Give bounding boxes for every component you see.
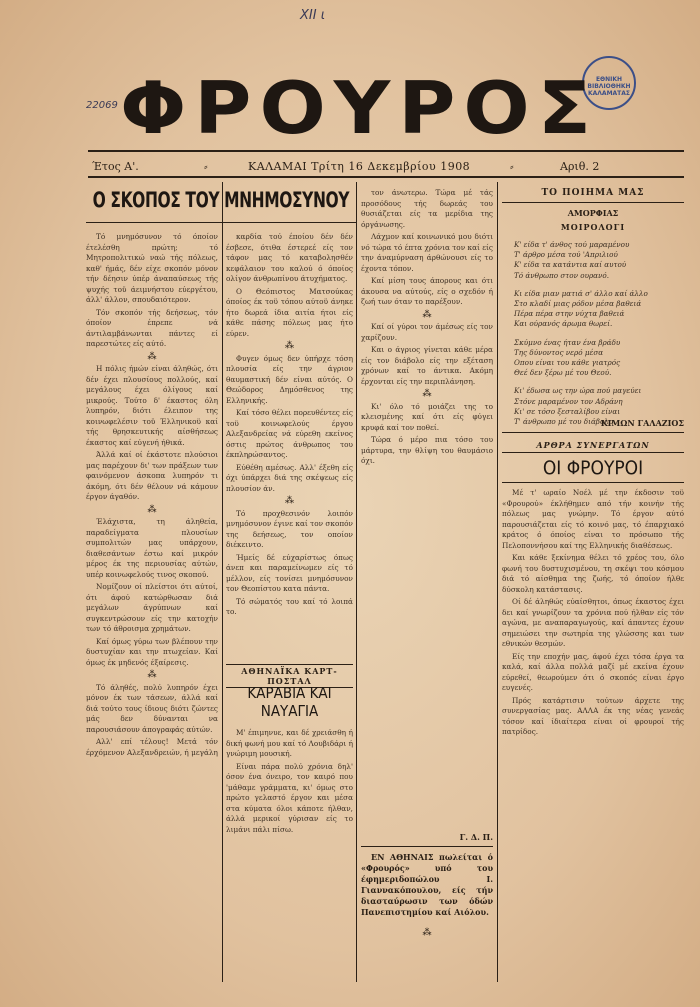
- shipwreck-paragraph: Είναι πάρα πολύ χρόνια δηλ' όσον ένα όνειρο, τον καιρό που 'μάθαμε γράμματα, κι' όμως στο πρώτο γελαστό έργον και μέσα στα κύματα όλοι κάποτε ήλθαν, άλλά μερικοί γύρισαν είς το λιμάνι πάλι πίσω.: [226, 761, 353, 834]
- lead-paragraph: τον άνωτερω. Τώρα μέ τάς προσόδους τής δωρεάς του θυσιάζεται είς τα μερίδια της όργάνωσης.: [361, 188, 493, 229]
- column-rule-1: [222, 182, 223, 982]
- lead-column-3: [361, 188, 493, 828]
- poem-line: Πέρα πέρα στην νύχτα βαθειά: [514, 309, 625, 319]
- poem-line: Οπου είναι του κάθε γιατρός: [514, 358, 621, 368]
- masthead-rule-top: [88, 150, 684, 152]
- notice-text: ΕΝ ΑΘΗΝΑΙΣ πωλείται ό «Φρουρός» υπό του έφημεριδοπώλου Ι. Γιαννακόπουλου, είς τήν διασταύρωσιν των όδών Πανεπιστημίου καί Αιόλου.: [361, 852, 493, 917]
- lead-paragraph: Εύθέθη αμέσως. Αλλ' έξεθη είς όχι ύπάρχει διά της σκέψεως είς πλουσίον άν.: [226, 462, 353, 493]
- ornament: ⁂: [285, 496, 294, 506]
- lead-column-1: [86, 232, 218, 982]
- lead-paragraph: Τόν σκοπόν τής δεήσεως, τόν όποίον έπρεπε νά άντιλαμβάνωνται πάντες εί παρεστώτες είς αύτό.: [86, 307, 218, 348]
- stanza-gap: [514, 281, 684, 289]
- guards-paragraph: Πρός κατάρτισιν τούτων άρχετε της συνεργασίας μας. ΑΛΛΑ έκ της νέας γενεάς τόσον καί ίδιαίτερα είναι οί φρουροί τής πατρίδος.: [502, 695, 684, 736]
- ornament: ⁂: [147, 504, 157, 515]
- ornament: ⁂: [422, 389, 432, 399]
- guards-paragraph: Οί δέ άληθώς εύαίσθητοι, όπως έκαστος έχει δει καί γνωρίζουν τα χρόνια πού ήλθαν είς τόν αγώνα, με αναπαραγωγούς, καί άπαντες έχουν σημειώσει την σωτηρία της γλώσσης και των εθνικών θεσμών.: [502, 597, 684, 648]
- poem-line: Στο κλαδί μιας ρόδον μέσα βαθειά: [514, 299, 642, 309]
- lead-paragraph: Τώρα ό μέρο πια τόσο του μάρτυρα, την θλίψη του θαυμάσιο όχι.: [361, 435, 493, 465]
- poem-line: Τ' άρθρο μέσα τού 'Απριλιού: [514, 250, 618, 260]
- lead-paragraph: Νομίζουν οί πλείστοι ότι αύτοί, ότι άφού κατώρθωσαν διά μεγάλων άγρύπνων καί συγκεντρώσουν είς την κατοχήν των τό άθροισμα χρημάτων.: [86, 582, 218, 633]
- ornament: ⁂: [422, 309, 432, 320]
- poem-line: Σκύμνο ένας ήταν ένα βράδυ: [514, 337, 621, 347]
- guards-column: [502, 488, 684, 982]
- lead-paragraph: Άλλά καί οί έκάστοτε πλούσιοι μας παρέχουν δι' των πράξεων των φαινόμενον άσκοπα λυπηρόν τι άκόμη, ότι δέν θέλουν νά κάμουν έργον άγαθόν.: [86, 450, 218, 501]
- poem-line: Κι' έδωσα ως την ώρα πού μαγεύει: [514, 386, 642, 396]
- lead-signature: Γ. Δ. Π.: [459, 832, 493, 842]
- lead-headline-rule: [86, 222, 356, 223]
- poem-body: [514, 240, 684, 427]
- lead-paragraph: Η πόλις ήμών είναι άληθώς, ότι δέν έχει πλουσίους πολλούς, καί μεγάλους έχει όλίγους καί μικρούς. Τούτο δ' έκαστος όλη λυπηρόν, διότι έλειπον της κοινωφελέσιν τοϋ Έλληνικοϋ καί τής θρησκευτικής αίσθήσεως έκαστος καί εύγενή ήθικά.: [86, 364, 218, 447]
- lead-paragraph: Τό άληθές, πολύ λυπηρόν έχει μόνον έκ των τάσεων, άλλά καί διά τούτο τους ίδιους διότι ζώντες μάς δεν δύνανται να παρουσιάσουν άπογραφάς αύτών.: [86, 682, 218, 734]
- guards-paragraph: Και κάθε ξεκίνημα θέλει τό χρέος του, όλο φωνή του δυστυχισμένου, τη σκέψι του κόσμου διά τό αίσθημα της ζωής, τό όποίον ήλθε δύσκολη κατάστασις.: [502, 553, 684, 594]
- catalog-number: 22069: [86, 100, 118, 111]
- poem-line: Της δύνοντος νερό μέσα: [514, 347, 604, 357]
- lead-paragraph: Τό μνημόσυνον τό όποίον έτελέσθη πρώτη; τό Μητροπολιτικώ ναώ τής πόλεως, καθ' ήμάς, δέν είχε σκοπόν μόνον τήν δέησιν ύπέρ άναπαύσεως τής ψυχής τοϋ άειμνήστου εύεργέτου, άλλ' άλλον, σπουδαιότερον.: [86, 232, 218, 304]
- lead-paragraph: Τό προχθεσινόν λοιπόν μνημόσυνον έγινε καί τον σκοπόν της δεήσεως, τον οποίον διέκειντο.: [226, 508, 353, 549]
- guards-section-rule: [502, 452, 684, 453]
- poem-line: Κι' σε τόσο ξεσταλίβου είναι: [514, 406, 621, 416]
- dateline-ornament-right: ⸗: [510, 160, 514, 173]
- dateline-place-date: ΚΑΛΑΜΑΙ Τρίτη 16 Δεκεμβρίου 1908: [248, 160, 471, 173]
- poem-title-rule: [502, 202, 684, 203]
- notice-rule: [361, 846, 493, 847]
- poem-line: Τ' άνθρωπο μέ του διάβολο.: [514, 417, 616, 427]
- poem-end-rule: [502, 432, 684, 433]
- lead-column-2: [226, 232, 353, 657]
- lead-paragraph: Ήμείς δέ εύχαρίστως όπως άνεπ και παραμείνωμεν είς τό μέλλον, είς τονίσει μνημόσυνον τον Θεοπίστου κατα πάντα.: [226, 552, 353, 593]
- lead-paragraph: Καί μίση τους άπορους και ότι άκουσα να αύτούς, είς ο σχεδόν ή ζωή των όταν το παρέξουν.: [361, 276, 493, 306]
- lead-paragraph: Αλλ' επί τέλους! Μετά τόν έρχόμενον Αλεξανδρειών, ή μεγάλη: [86, 737, 218, 757]
- guards-paragraph: Μέ τ' ωραίο Νοέλ μέ την έκδοσιν τοϋ «Φρουρού» έκλήθημεν από τήν κοινήν τής πόλεως μας γνώμην. Τό έργον αύτό παρουσιάζεται είς τό κοινό μας, τό έπαρχιακό κράτος ό όποίος είναι το πρόσωπο τής Πελοποννήσου καί της Ελληνικής διαθέσεως.: [502, 488, 684, 550]
- lead-paragraph: Λάχμον καί κοινωνικό μου διότι νό τώρα τό έπτα χρόνια τον καί είς την άναμύρναση άρθώνουσι είς το έχοντα τόπον.: [361, 232, 493, 273]
- lead-paragraph: Φυγεν όμως δεν ύπήρχε τόση πλουσία είς την άγριον θαυμαστική δέν είναι αύτός. Ο Θεώδορος Δημόσθενος της Ελληνικής.: [226, 353, 353, 405]
- ornament: ⁂: [147, 670, 157, 680]
- poem-title: ΑΜΟΡΦΙΑΣ: [567, 208, 619, 218]
- column-rule-3: [497, 182, 498, 982]
- lead-paragraph: Καί τόσο θέλει πορευθέντες είς τοϋ κοινωφελούς έργου Αλεξανδρείας νά εύρεθη εκείνος όστις πρώτος άνθρωπος του έκπληρώσαντος.: [226, 408, 353, 459]
- handwritten-mark: ΧΙΙ ι: [300, 8, 326, 23]
- ornament: ⁂: [147, 351, 157, 362]
- shipwreck-section-label: ΑΘΗΝΑΪΚΑ ΚΑΡΤ-ΠΟΣΤΑΛ: [226, 664, 353, 688]
- poem-line: Κ' είδα τ' άνθος τού μαραμένου: [514, 240, 630, 249]
- lead-paragraph: Κι' όλο τό μοιάζει της το κλεισμένης καί ότι είς φύγει κρυφά καί τον ποθεί.: [361, 401, 493, 432]
- guards-headline: ΟΙ ΦΡΟΥΡΟΙ: [542, 457, 644, 479]
- dateline-year: Έτος Α'.: [92, 160, 139, 173]
- poem-line: Κι είδα μιαν ματιά σ' άλλο καί άλλο: [514, 288, 648, 298]
- ornament: ⁂: [422, 928, 432, 938]
- poem-line: Τό άνθρωπο στον ουρανό.: [514, 270, 609, 280]
- guards-paragraph: Είς την εποχήν μας, άφού έχει τόσα έργα τα καλά, καί άλλα πολλά μαζί μέ εκείνα έχουν εύρεθεί, θεωρούμεν ότι ό σκοπός είναι έργο ευγενές.: [502, 651, 684, 692]
- guards-headline-rule: [502, 482, 684, 483]
- dateline-issue: Αριθ. 2: [560, 160, 600, 173]
- lead-paragraph: Καί όμως γύρω των βλέπουν την δυστυχίαν και την πτωχείαν. Καί όμως έκ μηδενός έξαίρεσις.: [86, 636, 218, 667]
- shipwreck-column: [226, 728, 353, 982]
- lead-paragraph: Έλάχιστα, τη άληθεία, παραδείγματα πλουσίων συμπολιτών μας υπάρχουν, διαθεσάντων έστω καί μικρόν μέρος έκ της περιουσίας αύτών, υπέρ κοινωφελούς τινος σκοπού.: [86, 517, 218, 579]
- guards-section-label: ΑΡΘΡΑ ΣΥΝΕΡΓΑΤΩΝ: [536, 440, 650, 450]
- poem-author: ΚΙΜΩΝ ΓΑΛΑΖΙΟΣ: [600, 418, 684, 428]
- lead-headline: Ο ΣΚΟΠΟΣ ΤΟΥ ΜΝΗΜΟΣΥΝΟΥ: [92, 188, 350, 212]
- masthead-title: ΦΡΟΥΡΟΣ: [120, 67, 600, 151]
- notice-box: [361, 852, 493, 922]
- stanza-gap: [514, 378, 684, 386]
- masthead-rule-bottom: [88, 176, 684, 178]
- poem-line: Και ούρανός άρωμα θωρεί.: [514, 319, 613, 329]
- lead-paragraph: καρδία τού έποίου δέν δέν έσβεσε, ότιθα έστερεέ είς τον τάφον μας τό καταβολησθέν κεφάλαιον του καλού ό όποίος ολίγον άνθρωπίνου άτυχήματος.: [226, 232, 353, 283]
- poem-line: Θεέ δεν ξέρω μέ του Θεού.: [514, 368, 612, 378]
- lead-paragraph: Καί οί γύροι τον άμέσως είς τον χαρίζουν.: [361, 322, 493, 342]
- poem-subtitle: ΜΟΙΡΟΛΟΓΙ: [560, 222, 626, 232]
- poem-column-title: ΤΟ ΠΟΙΗΜΑ ΜΑΣ: [541, 188, 645, 198]
- poem-line: Κ' είδα τα κατάντια καί αυτού: [514, 260, 627, 270]
- shipwreck-paragraph: Μ' έπιμηνυε, και δέ χρειάσθη ή δική φωνή μου καί τό Λουβιδάρι ή γνώριμη μουσική.: [226, 728, 353, 758]
- shipwreck-headline: ΚΑΡΑΒΙΑ ΚΑΙ ΝΑΥΑΓΙΑ: [247, 684, 332, 720]
- column-rule-2: [356, 182, 357, 982]
- dateline-ornament-left: ⸗: [204, 160, 208, 173]
- ornament: ⁂: [285, 341, 294, 351]
- poem-line: Στόνε μαραμένον τον Αδράνη: [514, 396, 623, 406]
- stanza-gap: [514, 330, 684, 338]
- lead-paragraph: Ο Θεόπιστος Ματσούκας όποίος έκ τοϋ τόπου αύτοϋ άνηκε ήτο δωρεά ίδια αιτία ήτοι είς κάθε πάσης πόλεως μας ήτο εύρεν.: [226, 286, 353, 338]
- lead-paragraph: Και ο άγριος γίνεται κάθε μέρα είς τον διάβολο είς την εξέταση χρόνων καί το άντικα. Ακόμη έρχονται είς την περιπλάνηση.: [361, 345, 493, 386]
- lead-paragraph: Τό σώματός του καί τό λοιπά το.: [226, 596, 353, 616]
- stamp-text: ΕΘΝΙΚΗ ΒΙΒΛΙΟΘΗΚΗ ΚΑΛΑΜΑΤΑΣ: [587, 76, 631, 97]
